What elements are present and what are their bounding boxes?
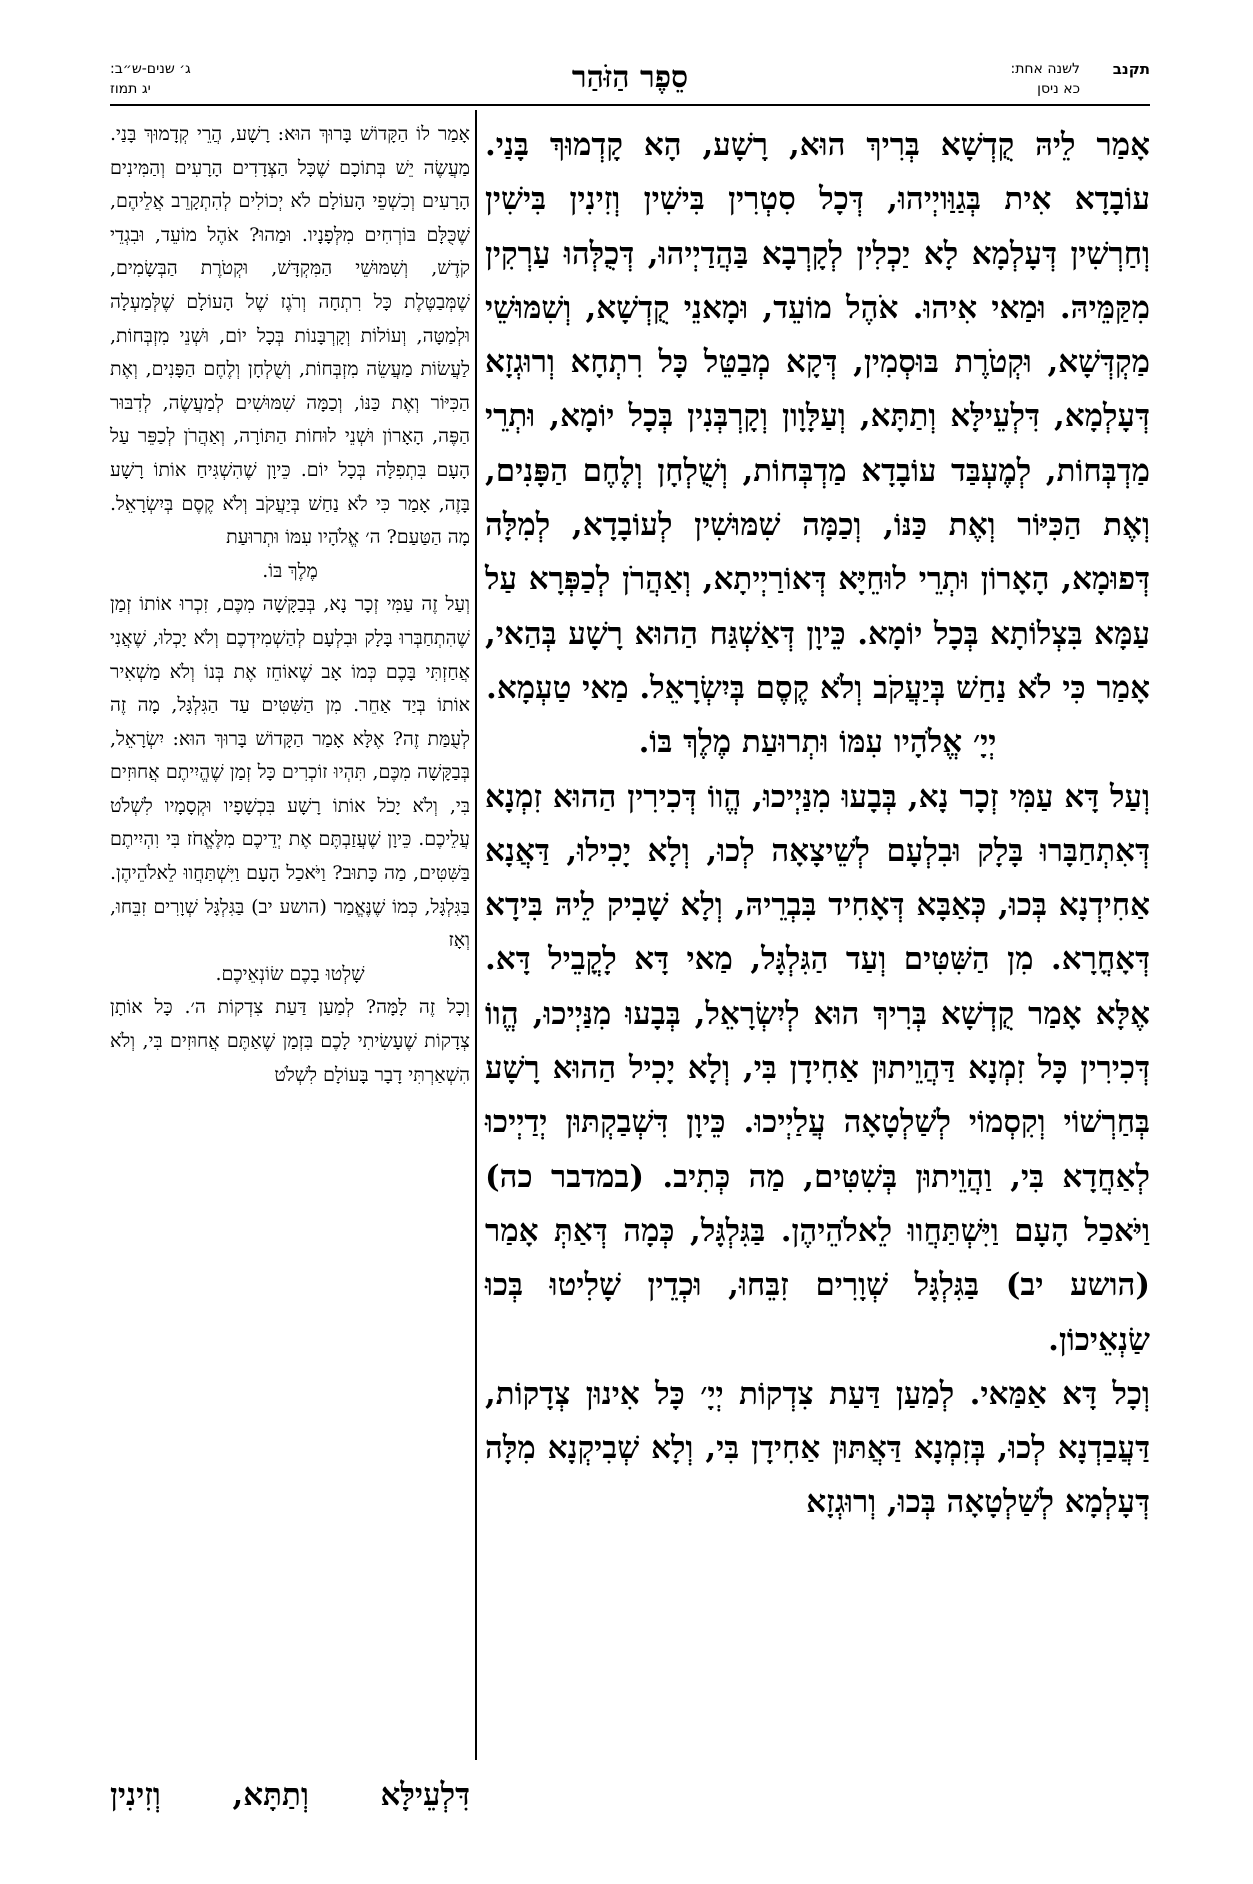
schedule-one-year-date: כא ניסן	[1037, 81, 1080, 97]
main-verse-line: יְיָ׳ אֱלֹהָיו עִמּוֹ וּתְרוּעַת מֶלֶךְ בּוֹ.	[638, 724, 997, 761]
continuation-line: דִּלְעֵילָּא וְתַתָּא, וְזִינִין	[110, 1777, 470, 1813]
side-verse-line: מֶלֶךְ בּוֹ.	[262, 559, 318, 582]
page-number: תקנב	[1112, 60, 1150, 78]
main-paragraph-3: וְכָל דָּא אַמַּאי. לְמַעַן דַּעַת צִדְקוֹת יְיָ׳ כָּל אִינוּן צְדָקוֹת, דַּעֲבַדְנָא לְכוּ, בְּזִמְנָא דַּאֲתּוּן אַחִידָן בִּי, וְלָא שְׁבִיקְנָא מִלָּה דְּעָלְמָא לְשַׁלְטָאָה בְּכוּ, וְרוּגְזָא	[485, 1375, 1150, 1521]
main-paragraph-2: וְעַל דָּא עַמִּי זְכָר נָא, בְּבָעוּ מִנַּיְיכוּ, הֱווֹ דְּכִירִין הַהוּא זִמְנָא דְּאִתְחַבָּרוּ בָּלָק וּבִלְעָם לְשֵׁיצָאָה לְכוּ, וְלָא יָכִילוּ, דַּאֲנָא אַחִידְנָא בְּכוּ, כְּאַבָּא דְּאָחִיד בִּבְרֵיהּ, וְלָא שָׁבִיק לֵיהּ בִּידָא דְּאָחֳרָא. מִן הַשִּׁטִּים וְעַד הַגִּלְגָּל, מַאי דָּא לָקֳבֵיל דָּא. אֶלָּא אָמַר קֻדְשָׁא בְּרִיךְ הוּא לְיִשְׂרָאֵל, בְּבָעוּ מִנַּיְיכוּ, הֱווֹ דְּכִירִין כָּל זִמְנָא דַּהֲוֵיתוּן אַחִידָן בִּי, וְלָא יָכִיל הַהוּא רָשָׁע בְּחַרְשׁוֹי וְקִסְמוֹי לְשַׁלְטָאָה עֲלַיְיכוּ. כֵּיוָן דִּשְׁבַקְתּוּן יְדַיְיכוּ לְאַחֲדָא בִּי, וַהֲוֵיתוּן בְּשִׁטִּים, מַה כְּתִיב. (במדבר כה) וַיֹּאכַל הָעָם וַיִּשְׁתַּחֲווּ לֵאלֹהֵיהֶן. בַּגִּלְגָּל, כְּמָה דְּאַתְּ אָמַר (הושע יב) בַּגִּלְגָּל שְׁוָרִים זִבֵּחוּ, וּכְדֵין שָׁלִיטוּ בְּכוּ שַׂנְאֵיכוֹן.	[485, 778, 1150, 1358]
hebrew-translation-column	[110, 118, 470, 1092]
column-divider	[475, 110, 477, 1760]
schedule-three-year-label: ג׳ שנים-ש״ב:	[110, 61, 191, 77]
main-paragraph-1: אָמַר לֵיהּ קֻדְשָׁא בְּרִיךְ הוּא, רָשָׁע, הָא קָדְמוּךְ בָּנַי. עוֹבָדָא אִית בְּגַוַּויְיהוּ, דְּכָל סִטְרִין בִּישִׁין וְזִינִין בִּישִׁין וְחַרְשִׁין דְּעָלְמָא לָא יַכְלִין לְקָרְבָא בַּהֲדַיְיהוּ, דְּכֻלְּהוּ עַרְקִין מִקַּמֵּיהּ. וּמַאי אִיהוּ. אֹהֶל מוֹעֵד, וּמָאנֵי קֻדְשָׁא, וְשִׁמּוּשֵׁי מַקְדְּשָׁא, וּקְטֹרֶת בּוּסְמִין, דְּקָא מְבַטֵּל כָּל רִתְחָא וְרוּגְזָא דְּעָלְמָא, דִּלְעֵילָּא וְתַתָּא, וְעַלָּוָון וְקָרְבְּנִין בְּכָל יוֹמָא, וּתְרֵי מַדְבְּחוֹת, לְמֶעְבַּד עוֹבָדָא מַדְבְּחוֹת, וְשֻׁלְחָן וְלֶחֶם הַפָּנִים, וְאֶת הַכִּיּוֹר וְאֶת כַּנּוֹ, וְכַמָּה שִׁמּוּשִׁין לְעוֹבָדָא, לְמִלָּה דְּפוּמָא, הָאָרוֹן וּתְרֵי לוּחֵיָּא דְּאוֹרַיְיתָא, וְאַהֲרֹן לְכַפְּרָא עַל עַמָּא בִּצְלוֹתָא בְּכָל יוֹמָא. כֵּיוָן דְּאַשְׁגַּח הַהוּא רָשָׁע בְּהַאי, אָמַר כִּי לֹא נַחַשׁ בְּיַעֲקֹב וְלֹא קֶסֶם בְּיִשְׂרָאֵל. מַאי טַעְמָא.	[485, 127, 1150, 706]
aramaic-text-column	[485, 118, 1150, 1530]
side-paragraph-2: וְעַל זֶה עַמִּי זְכָר נָא, בְּבַקָּשָׁה מִכֶּם, זִכְרוּ אוֹתוֹ זְמַן שֶׁהִתְחַבְּרוּ בָּלָק וּבִלְעָם לְהַשְׁמִידְכֶם וְלֹא יָכְלוּ, שֶׁאֲנִי אֲחַזְתִּי בָּכֶם כְּמוֹ אָב שֶׁאוֹחֵז אֶת בְּנוֹ וְלֹא מַשְׁאִיר אוֹתוֹ בְּיַד אַחֵר. מִן הַשִּׁטִּים עַד הַגִּלְגָּל, מָה זֶה לְעֻמַּת זֶה? אֶלָּא אָמַר הַקָּדוֹשׁ בָּרוּךְ הוּא: יִשְׂרָאֵל, בְּבַקָּשָׁה מִכֶּם, תִּהְיוּ זוֹכְרִים כָּל זְמַן שֶׁהֱיִיתֶם אֲחוּזִים בִּי, וְלֹא יָכֹל אוֹתוֹ רָשָׁע בִּכְשָׁפָיו וּקְסָמָיו לִשְׁלֹט עֲלֵיכֶם. כֵּיוָן שֶׁעֲזַבְתֶּם אֶת יְדֵיכֶם מִלֶּאֱחֹז בִּי וִהְיִיתֶם בַּשִּׁטִּים, מַה כָּתוּב? וַיֹּאכַל הָעָם וַיִּשְׁתַּחֲווּ לֵאלֹהֵיהֶן. בַּגִּלְגָּל, כְּמוֹ שֶׁנֶּאֱמַר (הושע יב) בַּגִּלְגָּל שְׁוָרִים זִבֵּחוּ, וְאָז	[110, 593, 470, 952]
side-paragraph-1: אָמַר לוֹ הַקָּדוֹשׁ בָּרוּךְ הוּא: רָשָׁע, הֲרֵי קְדָמוּךְ בָּנַי. מַעֲשֶׂה יֵשׁ בְּתוֹכָם שֶׁכָּל הַצְּדָדִים הָרָעִים וְהַמִּינִים הָרָעִים וְכִשְׁפֵי הָעוֹלָם לֹא יְכוֹלִים לְהִתְקָרֵב אֲלֵיהֶם, שֶׁכֻּלָּם בּוֹרְחִים מִלְּפָנָיו. וּמַהוּ? אֹהֶל מוֹעֵד, וּבִגְדֵי קֹדֶשׁ, וְשִׁמּוּשֵׁי הַמִּקְדָּשׁ, וּקְטֹרֶת הַבְּשָׂמִים, שֶׁמְּבַטֶּלֶת כָּל רִתְחָה וְרֹגֶז שֶׁל הָעוֹלָם שֶׁלְּמַעְלָה וּלְמַטָּה, וְעוֹלוֹת וְקָרְבָּנוֹת בְּכָל יוֹם, וּשְׁנֵי מִזְבְּחוֹת, לַעֲשׂוֹת מַעֲשֵׂה מִזְבְּחוֹת, וְשֻׁלְחָן וְלֶחֶם הַפָּנִים, וְאֶת הַכִּיּוֹר וְאֶת כַּנּוֹ, וְכַמָּה שִׁמּוּשִׁים לְמַעֲשֶׂה, לְדִבּוּר הַפֶּה, הָאָרוֹן וּשְׁנֵי לוּחוֹת הַתּוֹרָה, וְאַהֲרֹן לְכַפֵּר עַל הָעָם בִּתְפִלָּה בְּכָל יוֹם. כֵּיוָן שֶׁהִשְׁגִּיחַ אוֹתוֹ רָשָׁע בָּזֶה, אָמַר כִּי לֹא נַחַשׁ בְּיַעֲקֹב וְלֹא קֶסֶם בְּיִשְׂרָאֵל. מָה הַטַּעַם? ה׳ אֱלֹהָיו עִמּוֹ וּתְרוּעַת	[110, 123, 470, 549]
schedule-one-year-label: לשנה אחת:	[1010, 61, 1080, 77]
side-paragraph-3: וְכָל זֶה לָמָּה? לְמַעַן דַּעַת צִדְקוֹת ה׳. כָּל אוֹתָן צְדָקוֹת שֶׁעָשִׂיתִי לָכֶם בִּזְמַן שֶׁאַתֶּם אֲחוּזִים בִּי, וְלֹא הִשְׁאַרְתִּי דָבָר בָּעוֹלָם לִשְׁלֹט	[110, 996, 470, 1086]
book-title: סֵפֶר הַזֹּהַר	[571, 60, 689, 95]
page-header	[110, 58, 1150, 104]
schedule-three-year-date: יג תמוז	[110, 81, 151, 97]
side-closing-line: שָׁלְטוּ בָכֶם שׂוֹנְאֵיכֶם.	[215, 962, 365, 985]
header-divider	[110, 104, 1150, 106]
